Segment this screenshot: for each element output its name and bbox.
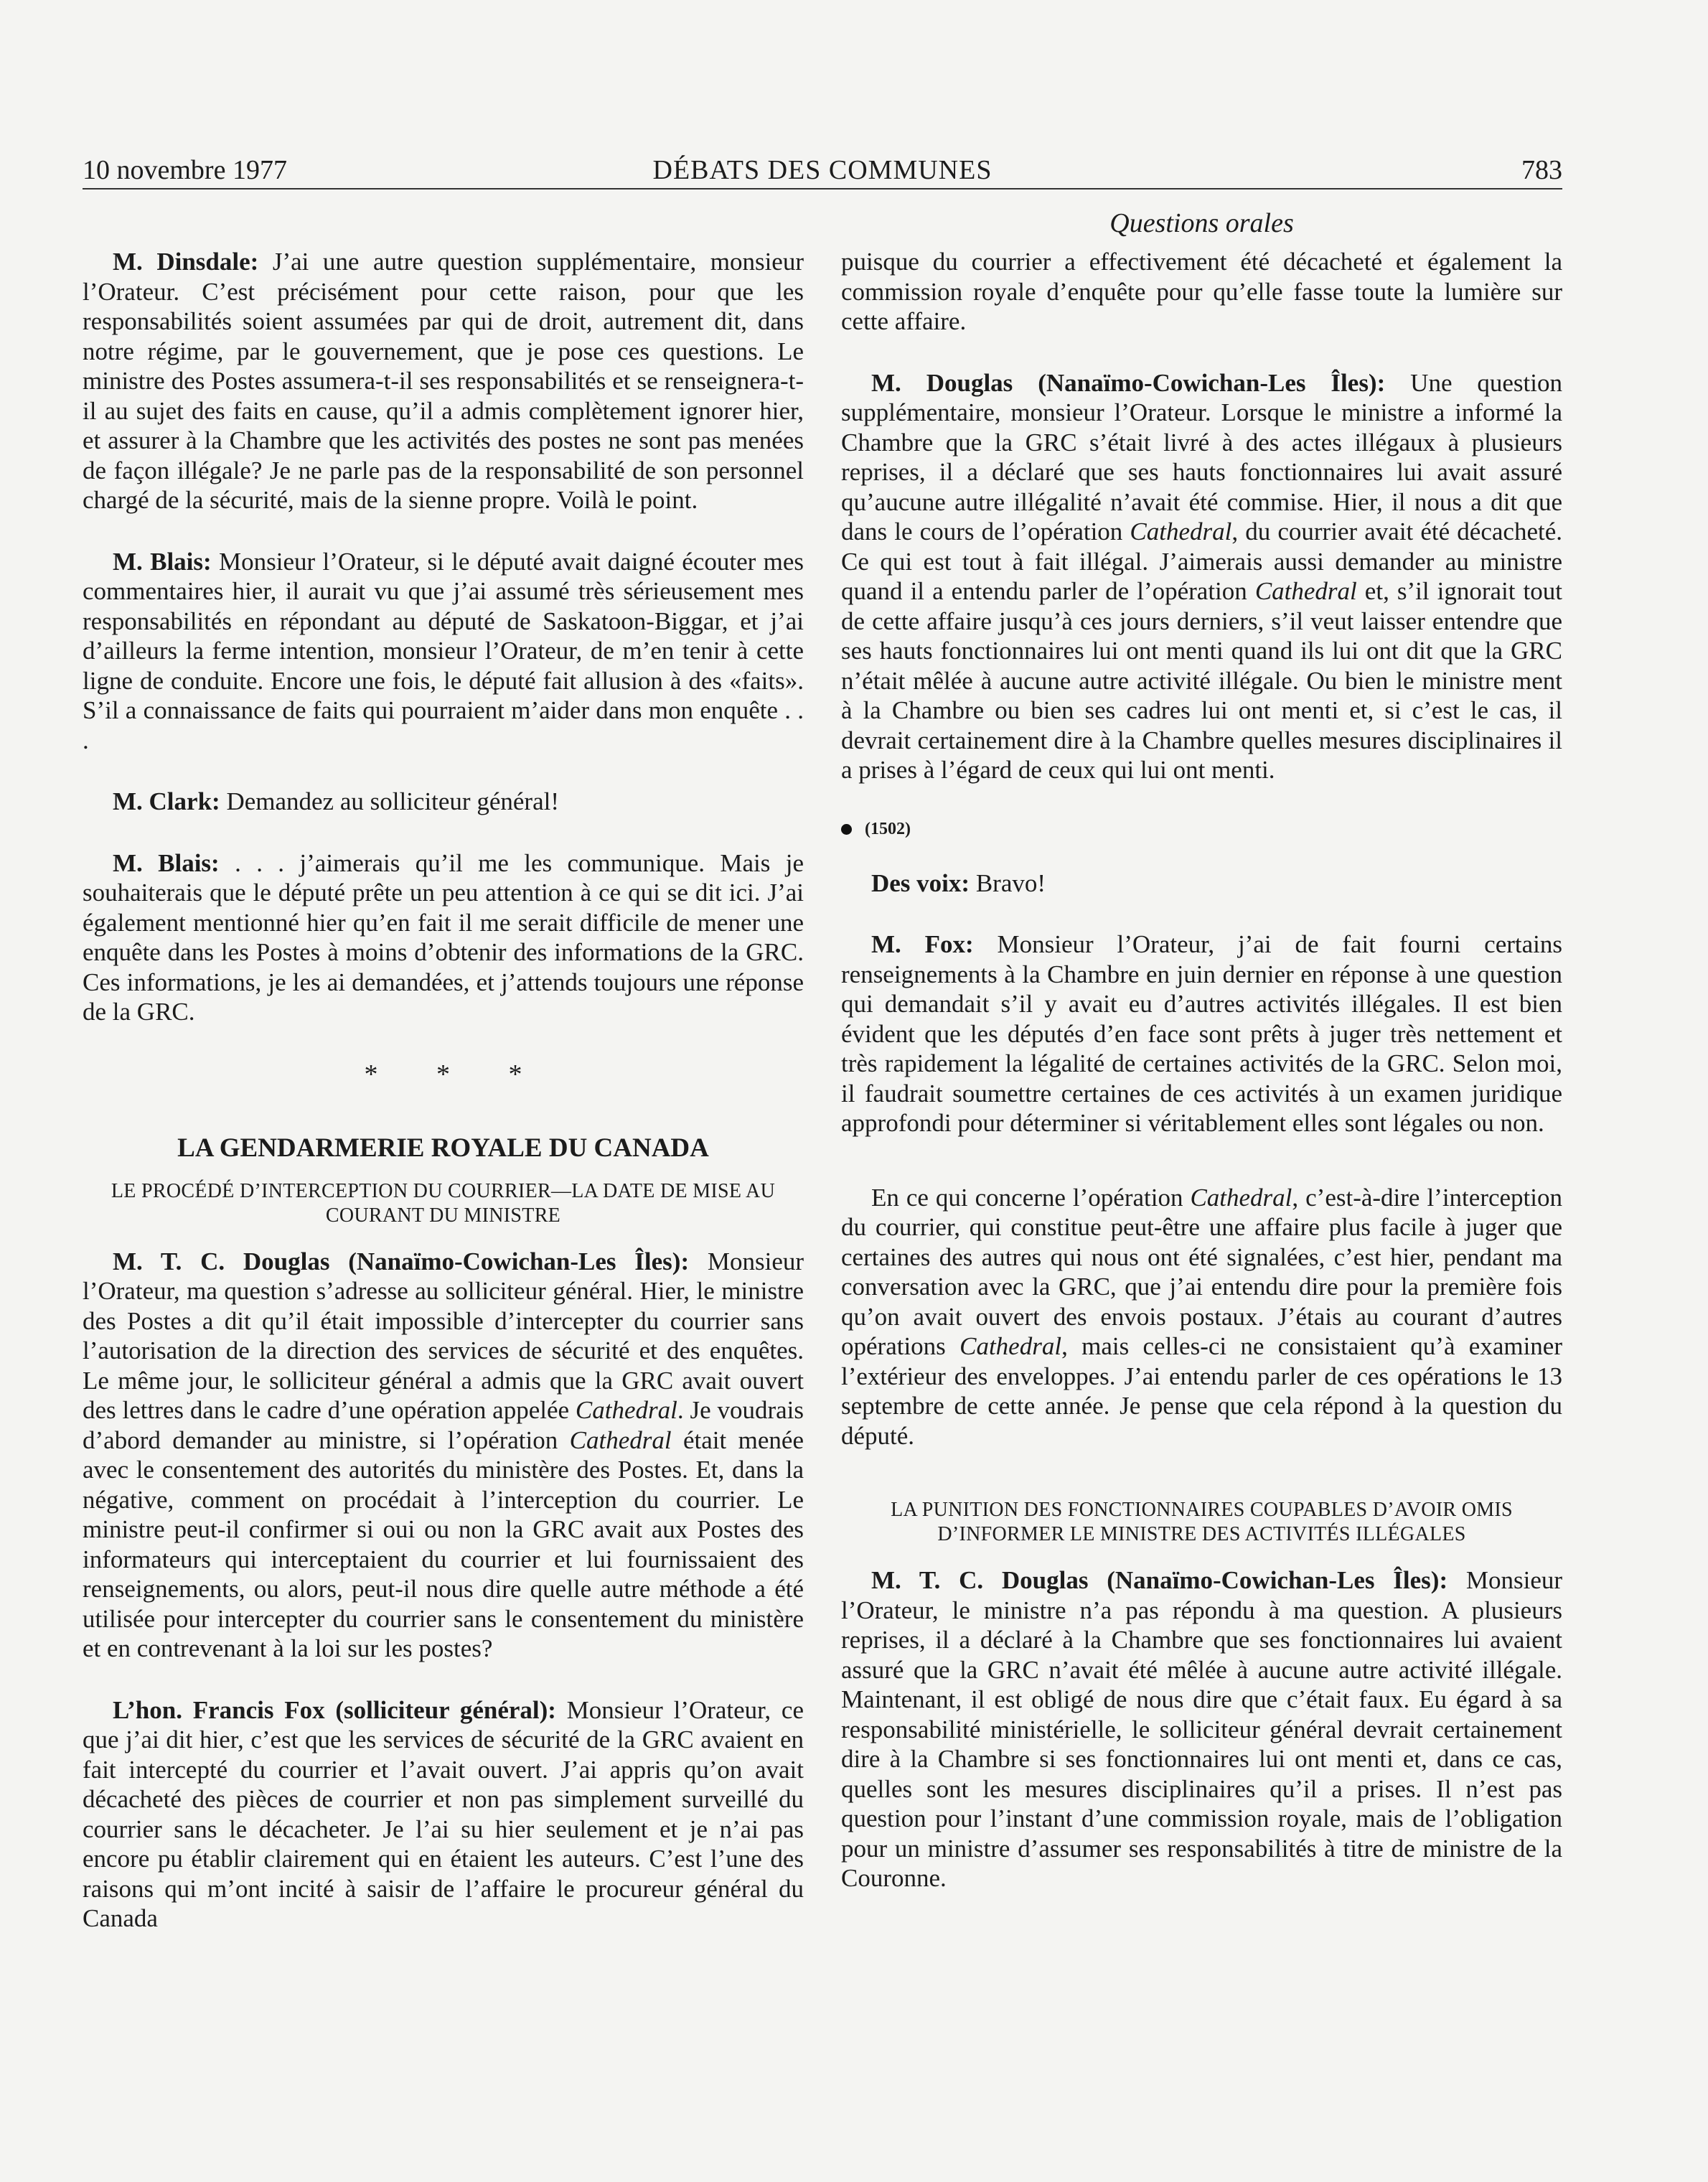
paragraph-blais-2 [83, 848, 804, 1027]
speech-text: Demandez au solliciteur général! [220, 787, 559, 815]
speaker-name: M. Blais: [113, 547, 212, 576]
paragraph-fox-2 [841, 930, 1562, 1138]
speech-text: J’ai une autre question supplémentaire, monsieur l’Orateur. C’est précisément pour cette raison, pour que les responsabilités soient assumées par qui de droit, autrement dit, dans notre régime, par le gouvernement, que je pose ces questions. Le ministre des Postes assumera-t-il ses responsabilités et se renseignera-t-il au sujet des faits en cause, qu’il a admis complètement ignorer hier, et assurer à la Chambre que les activités des postes ne sont pas menées de façon illégale? Je ne parle pas de la responsabilité de son personnel chargé de la sécurité, mais de la sienne propre. Voilà le point. [83, 248, 804, 514]
right-column [841, 247, 1562, 1893]
speaker-name: L’hon. Francis Fox (solliciteur général): [113, 1695, 556, 1724]
speaker-name: Des voix: [871, 868, 970, 897]
speech-text: Monsieur l’Orateur, si le député avait daigné écouter mes commentaires hier, il aurait vu que j’ai assumé très sérieusement mes responsabilités en répondant au député de Saskatoon-Biggar, et j’ai d’ailleurs la ferme intention, monsieur l’Orateur, de m’en tenir à cette ligne de conduite. Encore une fois, le député fait allusion à des «faits». S’il a connaissance de faits qui pourraient m’aider dans mon enquête . . . [83, 547, 804, 754]
speaker-name: M. Clark: [113, 787, 220, 815]
section-heading: LA GENDARMERIE ROYALE DU CANADA [177, 1133, 709, 1163]
paragraph-douglas-3 [841, 1565, 1562, 1893]
left-column [83, 247, 804, 1934]
paragraph-continuation: puisque du courrier a effectivement été décacheté et également la commission royale d’enquête pour qu’elle fasse toute la lumière sur cette affaire. [841, 248, 1562, 335]
speech-text: Bravo! [970, 868, 1046, 897]
paragraph-blais-1 [83, 547, 804, 756]
speech-text: . Je voudrais d’abord demander au ministre, si l’opération [83, 1396, 804, 1454]
section-separator: * * * [364, 1059, 548, 1090]
time-marker [841, 818, 1562, 840]
time-marker-text: (1502) [865, 819, 911, 838]
operation-name: Cathedral [569, 1425, 672, 1454]
speaker-name: M. T. C. Douglas (Nanaïmo-Cowichan-Les Îles): [871, 1566, 1448, 1594]
speech-text: , mais celles-ci ne consistaient qu’à examiner l’extérieur des enveloppes. J’ai entendu parler de ces opérations le 13 septembre de cette année. Je pense que cela répond à la question du député. [841, 1332, 1562, 1450]
paragraph-fox-3 [841, 1183, 1562, 1451]
paragraph-fox-1 [83, 1695, 804, 1934]
speech-text: Monsieur l’Orateur, j’ai de fait fourni certains renseignements à la Chambre en juin dernier en réponse à une question qui demandait s’il y avait eu d’autres activités illégales. Il est bien évident que les députés d’en face sont prêts à juger très nettement et très rapidement la légalité de certaines activités de la GRC. Selon moi, il faudrait soumettre certaines de ces activités à un examen juridique approfondi pour déterminer si véritablement elles sont légales ou non. [841, 930, 1563, 1137]
speaker-name: M. Fox: [871, 930, 974, 958]
header-date: 10 novembre 1977 [83, 155, 287, 185]
paragraph-douglas-2 [841, 368, 1562, 785]
speech-text: En ce qui concerne l’opération [871, 1183, 1191, 1212]
speech-text: Monsieur l’Orateur, ce que j’ai dit hier, c’est que les services de sécurité de la GRC avaient en fait intercepté du courrier et l’avait ouvert. J’ai appris qu’on avait décacheté des pièces de courrier et non pas simplement surveillé du courrier sans le décacheter. Je l’ai su hier seulement et je n’ai pas encore pu établir clairement qui en étaient les auteurs. C’est l’une des raisons qui m’ont incité à saisir de l’affaire le procureur général du Canada [83, 1695, 804, 1932]
paragraph-clark [83, 787, 804, 817]
speaker-name: M. T. C. Douglas (Nanaïmo-Cowichan-Les Îles): [113, 1247, 690, 1275]
operation-name: Cathedral [959, 1332, 1062, 1360]
speaker-name: M. Dinsdale: [113, 248, 259, 276]
speech-text: Monsieur l’Orateur, le ministre n’a pas répondu à ma question. A plusieurs reprises, il a déclaré à la Chambre que ses fonctionnaires lui avaient assuré que la GRC n’avait été mêlée à aucune autre activité illégale. Maintenant, il est obligé de nous dire que c’était faux. Eu égard à sa responsabilité ministérielle, le solliciteur général devrait certainement dire à la Chambre si ses fonctionnaires lui ont menti et, dans ce cas, quelles sont les mesures disciplinaires qu’il a prises. Il n’est pas question pour l’instant d’une commission royale, mais de l’obligation pour un ministre d’assumer ses responsabilités à titre de ministre de la Couronne. [841, 1566, 1563, 1892]
speech-text: Monsieur l’Orateur, ma question s’adresse au solliciteur général. Hier, le ministre des Postes a dit qu’il était impossible d’intercepter du courrier sans l’autorisation de la direction des services de sécurité et des enquêtes. Le même jour, le solliciteur général a admis que la GRC avait ouvert des lettres dans le cadre d’une opération appelée [83, 1247, 804, 1424]
header-title: DÉBATS DES COMMUNES [652, 155, 993, 185]
paragraph-dinsdale [83, 247, 804, 515]
speaker-name: M. Blais: [113, 848, 220, 877]
speech-text: . . . j’aimerais qu’il me les communique. Mais je souhaiterais que le député prête un peu attention à ce qui se dit ici. J’ai également mentionné hier qu’en fait il me serait difficile de mener une enquête dans les Postes à moins d’obtenir des informations de la GRC. Ces informations, je les ai demandées, et j’attends toujours une réponse de la GRC. [83, 848, 804, 1026]
speaker-name: M. Douglas (Nanaïmo-Cowichan-Les Îles): [871, 368, 1386, 397]
operation-name: Cathedral [1130, 518, 1232, 546]
section-label: Questions orales [1109, 208, 1294, 238]
operation-name: Cathedral [1190, 1183, 1292, 1212]
speech-text: était menée avec le consentement des autorités du ministère des Postes. Et, dans la négative, comment on procédait à l’interception du courrier. Le ministre peut-il confirmer si oui ou non la GRC avait aux Postes des informateurs qui interceptaient du courrier et lui fournissaient des renseignements, ou alors, peut-il nous dire quelle autre méthode a été utilisée pour intercepter du courrier sans le consentement du ministère et en contrevenant à la loi sur les postes? [83, 1425, 804, 1662]
running-header [83, 152, 1562, 189]
bullet-icon [841, 824, 852, 835]
section-subheading: LA PUNITION DES FONCTIONNAIRES COUPABLES D’AVOIR OMIS D’INFORMER LE MINISTRE DES ACTIVITÉS ILLÉGALES [891, 1499, 1513, 1545]
speech-text: Une question supplémentaire, monsieur l’Orateur. Lorsque le ministre a informé la Chambre que la GRC s’était livré à des actes illégaux à plusieurs reprises, il a déclaré que ses hauts fonctionnaires lui avait assuré qu’aucune autre illégalité n’avait été commise. Hier, il nous a dit que dans le cours de l’opération [841, 368, 1562, 546]
speech-text: , c’est-à-dire l’interception du courrier, qui constitue peut-être une affaire plus facile à juger que certaines des autres qui nous ont été signalées, c’est hier, pendant ma conversation avec la GRC, que j’ai entendu dire pour la première fois qu’on avait ouvert des envois postaux. J’étais au courant d’autres opérations [841, 1183, 1562, 1360]
operation-name: Cathedral [1254, 577, 1357, 605]
section-subheading: LE PROCÉDÉ D’INTERCEPTION DU COURRIER—LA DATE DE MISE AU COURANT DU MINISTRE [111, 1179, 776, 1227]
paragraph-voices [841, 868, 1562, 899]
page-number: 783 [1521, 155, 1562, 185]
speech-text: , du courrier avait été décacheté. Ce qui est tout à fait illégal. J’aimerais aussi demander au ministre quand il a entendu parler de l’opération [841, 518, 1562, 605]
operation-name: Cathedral [575, 1396, 677, 1424]
paragraph-douglas-1 [83, 1247, 804, 1664]
speech-text: et, s’il ignorait tout de cette affaire jusqu’à ces jours derniers, s’il veut laisser entendre que ses hauts fonctionnaires lui ont menti quand ils lui ont dit que la GRC n’était mêlée à aucune autre activité illégale. Ou bien le ministre ment à la Chambre ou bien ses cadres lui ont menti et, si c’est le cas, il devrait certainement dire à la Chambre quelles mesures disciplinaires il a prises à l’égard de ceux qui lui ont menti. [841, 577, 1562, 784]
